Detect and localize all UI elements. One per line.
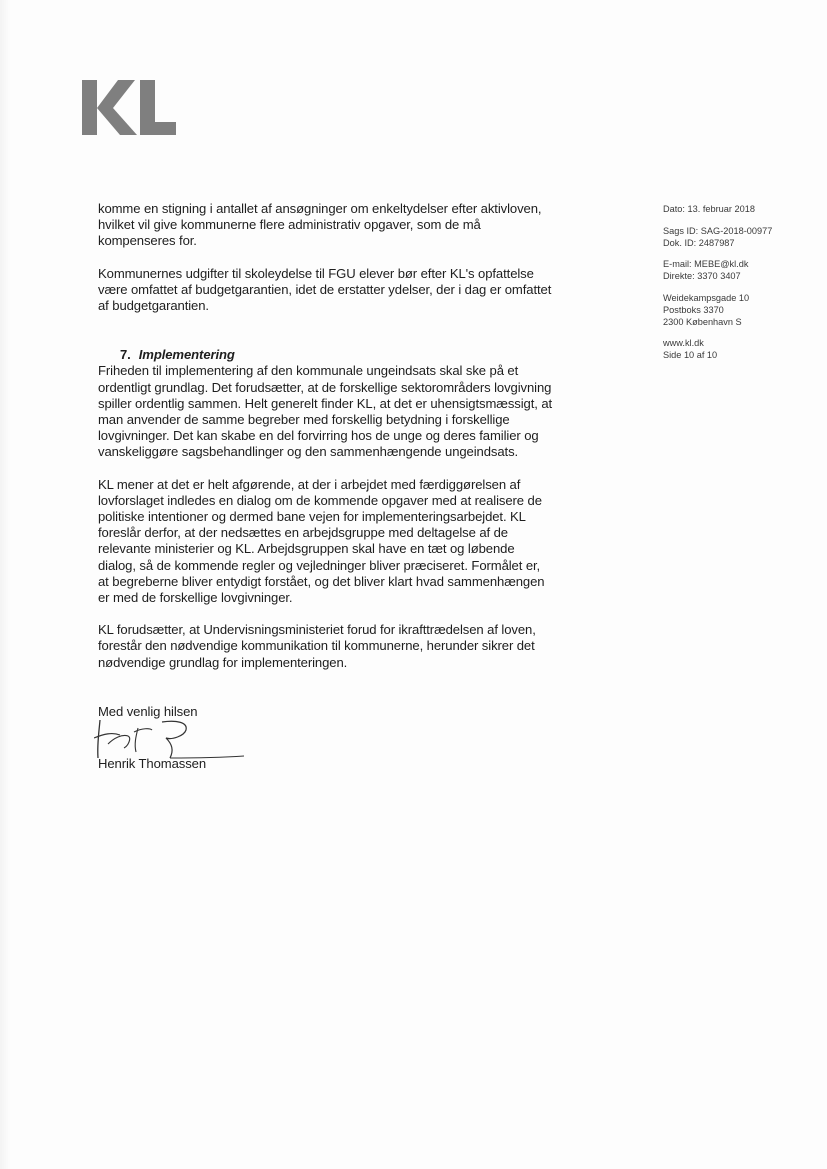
direkte-row [663,271,803,283]
kl-logo [82,78,178,138]
dok-id-row [663,238,803,250]
date-label: Dato: [663,204,685,214]
closing-greeting: Med venlig hilsen [98,703,198,719]
page-number: Side 10 af 10 [663,350,718,361]
signer-name: Henrik Thomassen [98,756,207,772]
date-value: 13. februar 2018 [687,204,755,214]
address-line-1: Weidekampsgade 10 [663,292,750,303]
sags-id-label: Sags ID: [663,225,699,236]
direkte-value: 3370 3407 [697,271,741,282]
letter-body [98,201,554,772]
date-row [663,204,803,216]
kl-logo-graphic [82,78,178,138]
scan-edge-artifact [0,0,10,1169]
website-link[interactable]: www.kl.dk [663,338,704,349]
dok-id-label: Dok. ID: [663,237,697,248]
email-label: E-mail: [663,259,692,270]
signature-scribble [94,714,254,764]
section-title: Implementering [138,347,235,363]
paragraph-skoleydelse: Kommunernes udgifter til skoleydelse til FGU elever bør efter KL's opfattelse være omfattet af budgetgarantien, idet de erstatter ydelser, der i dag er omfattet af budgetgarantien. [98,265,552,314]
direkte-label: Direkte: [663,271,695,282]
address-line-2: Postboks 3370 [663,304,724,315]
email-value[interactable]: MEBE@kl.dk [694,259,749,270]
dok-id-value: 2487987 [698,237,735,248]
paragraph-kl-forudsaetter: KL forudsætter, at Undervisningsministeriet forud for ikrafttrædelsen af loven, forestår den nødvendige kommunikation til kommunerne, herunder sikrer det nødvendige grundlag for implementeringen. [98,622,536,670]
paragraph-friheden: Friheden til implementering af den kommunale ungeindsats skal ske på et ordentligt grundlag. Det forudsætter, at de forskellige sektorområders lovgivning spiller ordentlig sammen. Helt generelt finder KL, at det er uhensigtsmæssigt, at man anvender de samme begreber med forskellig betydning i forskellige lovgivninger. Det kan skabe en del forvirring hos de unge og deres familier og vanskeliggøre sagsbehandlinger og den sammenhængende ungeindsats. [98,363,553,460]
metadata-sidebar [663,204,803,362]
paragraph-kl-mener: KL mener at det er helt afgørende, at der i arbejdet med færdiggørelsen af lovforslaget indledes en dialog om de kommende opgaver med at realisere de politiske intentioner og dermed bane vejen for implementeringsarbejdet. KL foreslår derfor, at der nedsættes en arbejdsgruppe med deltagelse af de relevante ministerier og KL. Arbejdsgruppen skal have en tæt og løbende dialog, så de kommende regler og vejledninger bliver præciseret. Formålet er, at begreberne bliver entydigt forstået, og det bliver klart hvad sammenhængen er med de forskellige lovgivninger. [98,476,545,606]
email-row [663,259,803,271]
sags-id-value: SAG-2018-00977 [700,225,773,236]
section-number: 7. [120,347,131,363]
paragraph-budget-continuation: komme en stigning i antallet af ansøgninger om enkeltydelser efter aktivloven, hvilket vil give kommunerne flere administrativ opgaver, som de må kompenseres for. [98,201,542,249]
section-heading-implementering [98,347,554,363]
handwritten-signature [94,720,554,760]
address-line-3: 2300 København S [663,316,742,327]
sags-id-row [663,226,803,238]
